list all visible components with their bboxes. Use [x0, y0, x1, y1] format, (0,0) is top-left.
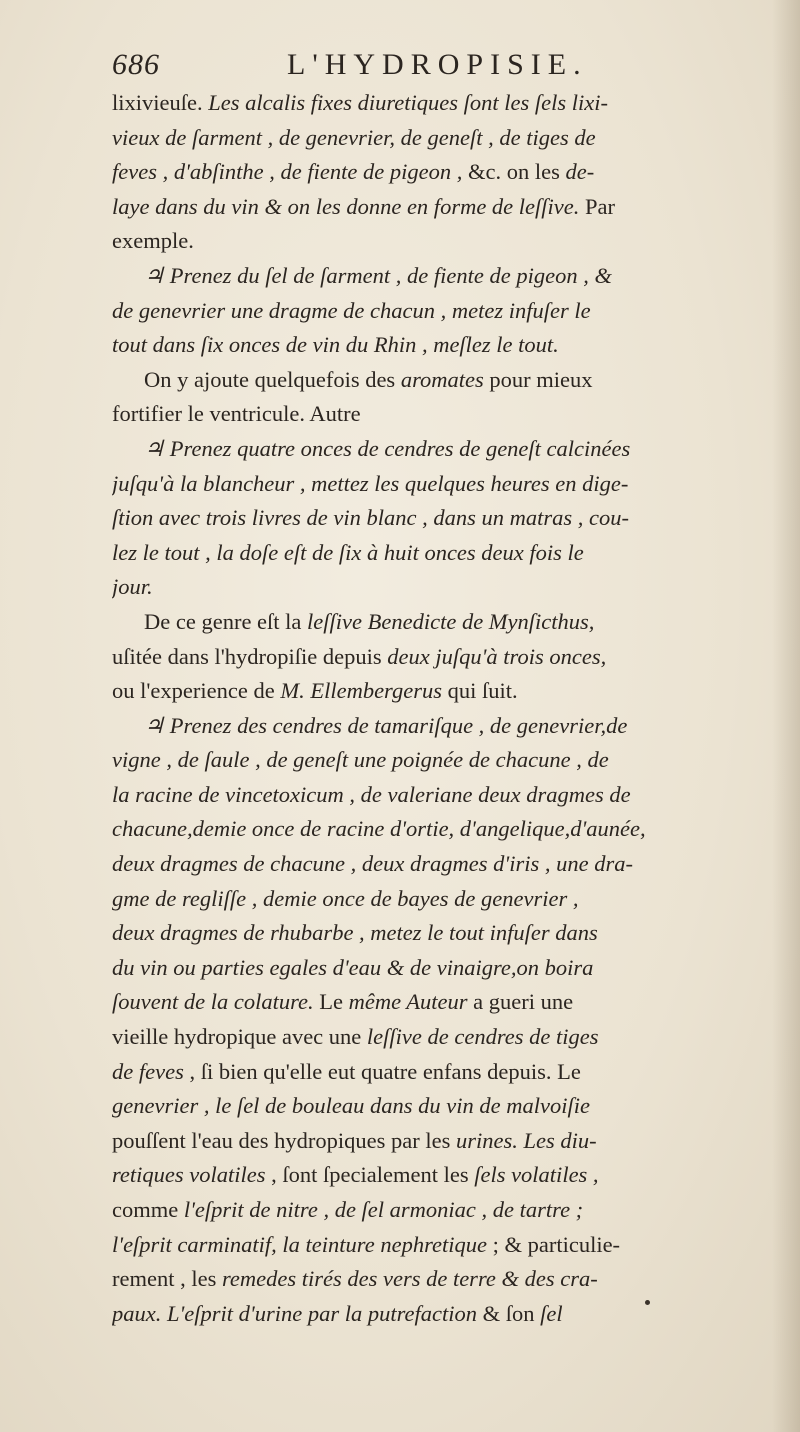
roman-text-segment: De ce genre eſt la [144, 608, 308, 634]
italic-text-segment: M. Ellembergerus [280, 678, 442, 704]
italic-text-segment: vigne , de ſaule , de geneſt une poignée de chacune , de [112, 747, 609, 773]
italic-text-segment: jour. [112, 574, 153, 600]
text-line [112, 432, 792, 467]
italic-text-segment: ♃ Prenez du ſel de ſarment , de fiente de pigeon , & [144, 262, 612, 288]
italic-text-segment: leſſive de cendres de tiges [366, 1024, 599, 1050]
page-header [112, 42, 672, 92]
italic-text-segment: ♃ Prenez des cendres de tamariſque , de genevrier,de [144, 712, 628, 738]
roman-text-segment: On y ajoute quelquefois des [144, 366, 401, 392]
italic-text-segment: deux juſqu'à trois onces, [387, 643, 607, 669]
italic-text-segment: ſel [540, 1300, 563, 1326]
text-line [112, 328, 792, 363]
italic-text-segment: tout dans ſix onces de vin du Rhin , meſlez le tout. [112, 332, 559, 358]
text-line [112, 467, 792, 502]
italic-text-segment: juſqu'à la blancheur , mettez les quelques heures en dige- [112, 470, 629, 496]
italic-text-segment: la racine de vincetoxicum , de valeriane deux dragmes de [112, 781, 631, 807]
text-line [112, 224, 792, 259]
text-line [112, 1193, 792, 1228]
page-number: 686 [112, 48, 160, 81]
text-line [112, 1089, 792, 1124]
italic-text-segment: Les alcalis fixes diuretiques ſont les ſels lixi- [208, 90, 608, 115]
italic-text-segment: de feves [112, 1058, 184, 1084]
text-line [112, 1020, 792, 1055]
roman-text-segment: comme [112, 1197, 184, 1222]
text-line [112, 1262, 792, 1297]
roman-text-segment: pour mieux [483, 366, 593, 392]
italic-text-segment: aromates [400, 366, 484, 392]
italic-text-segment: paux. L'eſprit d'urine par la putrefaction [112, 1300, 478, 1326]
roman-text-segment: qui ſuit. [441, 678, 518, 704]
roman-text-segment: Le [319, 989, 349, 1015]
text-line [112, 155, 792, 190]
text-line [112, 1055, 792, 1090]
roman-text-segment: rement , les [112, 1266, 222, 1292]
italic-text-segment: même Auteur [348, 989, 468, 1015]
italic-text-segment: remedes tirés des vers de terre & des cra- [221, 1266, 598, 1292]
text-line [112, 743, 792, 778]
italic-text-segment: laye dans du vin & on les donne en forme de leſſive. [112, 193, 586, 219]
text-line [112, 847, 792, 882]
italic-text-segment: l'eſprit de nitre , de ſel armoniac , de tartre ; [183, 1197, 584, 1222]
text-line [112, 985, 792, 1020]
roman-text-segment: & ſon [477, 1300, 541, 1326]
italic-text-segment: lez le tout , la doſe eſt de ſix à huit onces deux fois le [112, 539, 584, 565]
roman-text-segment: exemple. [112, 228, 194, 254]
italic-text-segment: deux dragmes de chacune , deux dragmes d'iris , une dra- [112, 851, 633, 877]
text-line [112, 86, 792, 121]
body-text [112, 86, 792, 1331]
italic-text-segment: ſels volatiles , [474, 1162, 599, 1188]
text-line [112, 778, 792, 813]
italic-text-segment: chacune,demie once de racine d'ortie, d'angelique,d'aunée, [112, 816, 646, 842]
text-line [112, 1124, 792, 1159]
running-head: L'HYDROPISIE. [287, 48, 588, 81]
text-line [112, 397, 792, 432]
text-line [112, 882, 792, 917]
roman-text-segment: a gueri une [467, 989, 574, 1015]
text-line [112, 259, 792, 294]
text-line [112, 812, 792, 847]
italic-text-segment: ſtion avec trois livres de vin blanc , dans un matras , cou- [112, 505, 630, 531]
roman-text-segment: , ſont ſpecialement les [265, 1162, 475, 1188]
text-line [112, 190, 792, 225]
text-line [112, 605, 792, 640]
text-line [112, 1297, 792, 1332]
ink-dot [645, 1300, 650, 1305]
text-line [112, 121, 792, 156]
italic-text-segment: ſouvent de la colature. [112, 989, 320, 1015]
roman-text-segment: &c. on les [467, 159, 566, 185]
text-line [112, 709, 792, 744]
roman-text-segment: fortifier le ventricule. Autre [112, 401, 361, 427]
roman-text-segment: ; & particulie- [486, 1231, 621, 1257]
roman-text-segment: Par [585, 193, 616, 219]
roman-text-segment: lixivieuſe. [112, 90, 209, 115]
text-line [112, 501, 792, 536]
text-line [112, 951, 792, 986]
italic-text-segment: du vin ou parties egales d'eau & de vinaigre,on boira [112, 954, 594, 980]
text-line [112, 640, 792, 675]
italic-text-segment: retiques volatiles [112, 1162, 266, 1188]
italic-text-segment: vieux de ſarment , de genevrier, de geneſt , de tiges de [112, 124, 596, 150]
text-line [112, 1228, 792, 1263]
text-line [112, 363, 792, 398]
roman-text-segment: ou l'experience de [112, 678, 281, 704]
text-line [112, 1158, 792, 1193]
italic-text-segment: urines. Les diu- [455, 1127, 597, 1153]
italic-text-segment: feves , d'abſinthe , de fiente de pigeon , [112, 159, 468, 185]
text-line [112, 916, 792, 951]
text-line [112, 674, 792, 709]
roman-text-segment: , ſi bien qu'elle eut quatre enfans depuis. Le [183, 1058, 581, 1084]
italic-text-segment: genevrier , le ſel de bouleau dans du vin de malvoiſie [112, 1093, 590, 1119]
roman-text-segment: vieille hydropique avec une [112, 1024, 367, 1050]
roman-text-segment: uſitée dans l'hydropiſie depuis [112, 643, 388, 669]
text-line [112, 294, 792, 329]
italic-text-segment: deux dragmes de rhubarbe , metez le tout infuſer dans [112, 920, 598, 946]
italic-text-segment: leſſive Benedicte de Mynſicthus, [307, 608, 595, 634]
text-line [112, 570, 792, 605]
text-line [112, 536, 792, 571]
italic-text-segment: de genevrier une dragme de chacun , metez infuſer le [112, 297, 591, 323]
italic-text-segment: ♃ Prenez quatre onces de cendres de geneſt calcinées [144, 435, 631, 461]
roman-text-segment: pouſſent l'eau des hydropiques par les [112, 1127, 456, 1153]
italic-text-segment: gme de regliſſe , demie once de bayes de genevrier , [112, 885, 579, 911]
italic-text-segment: l'eſprit carminatif, la teinture nephretique [112, 1231, 487, 1257]
italic-text-segment: de- [565, 159, 595, 185]
